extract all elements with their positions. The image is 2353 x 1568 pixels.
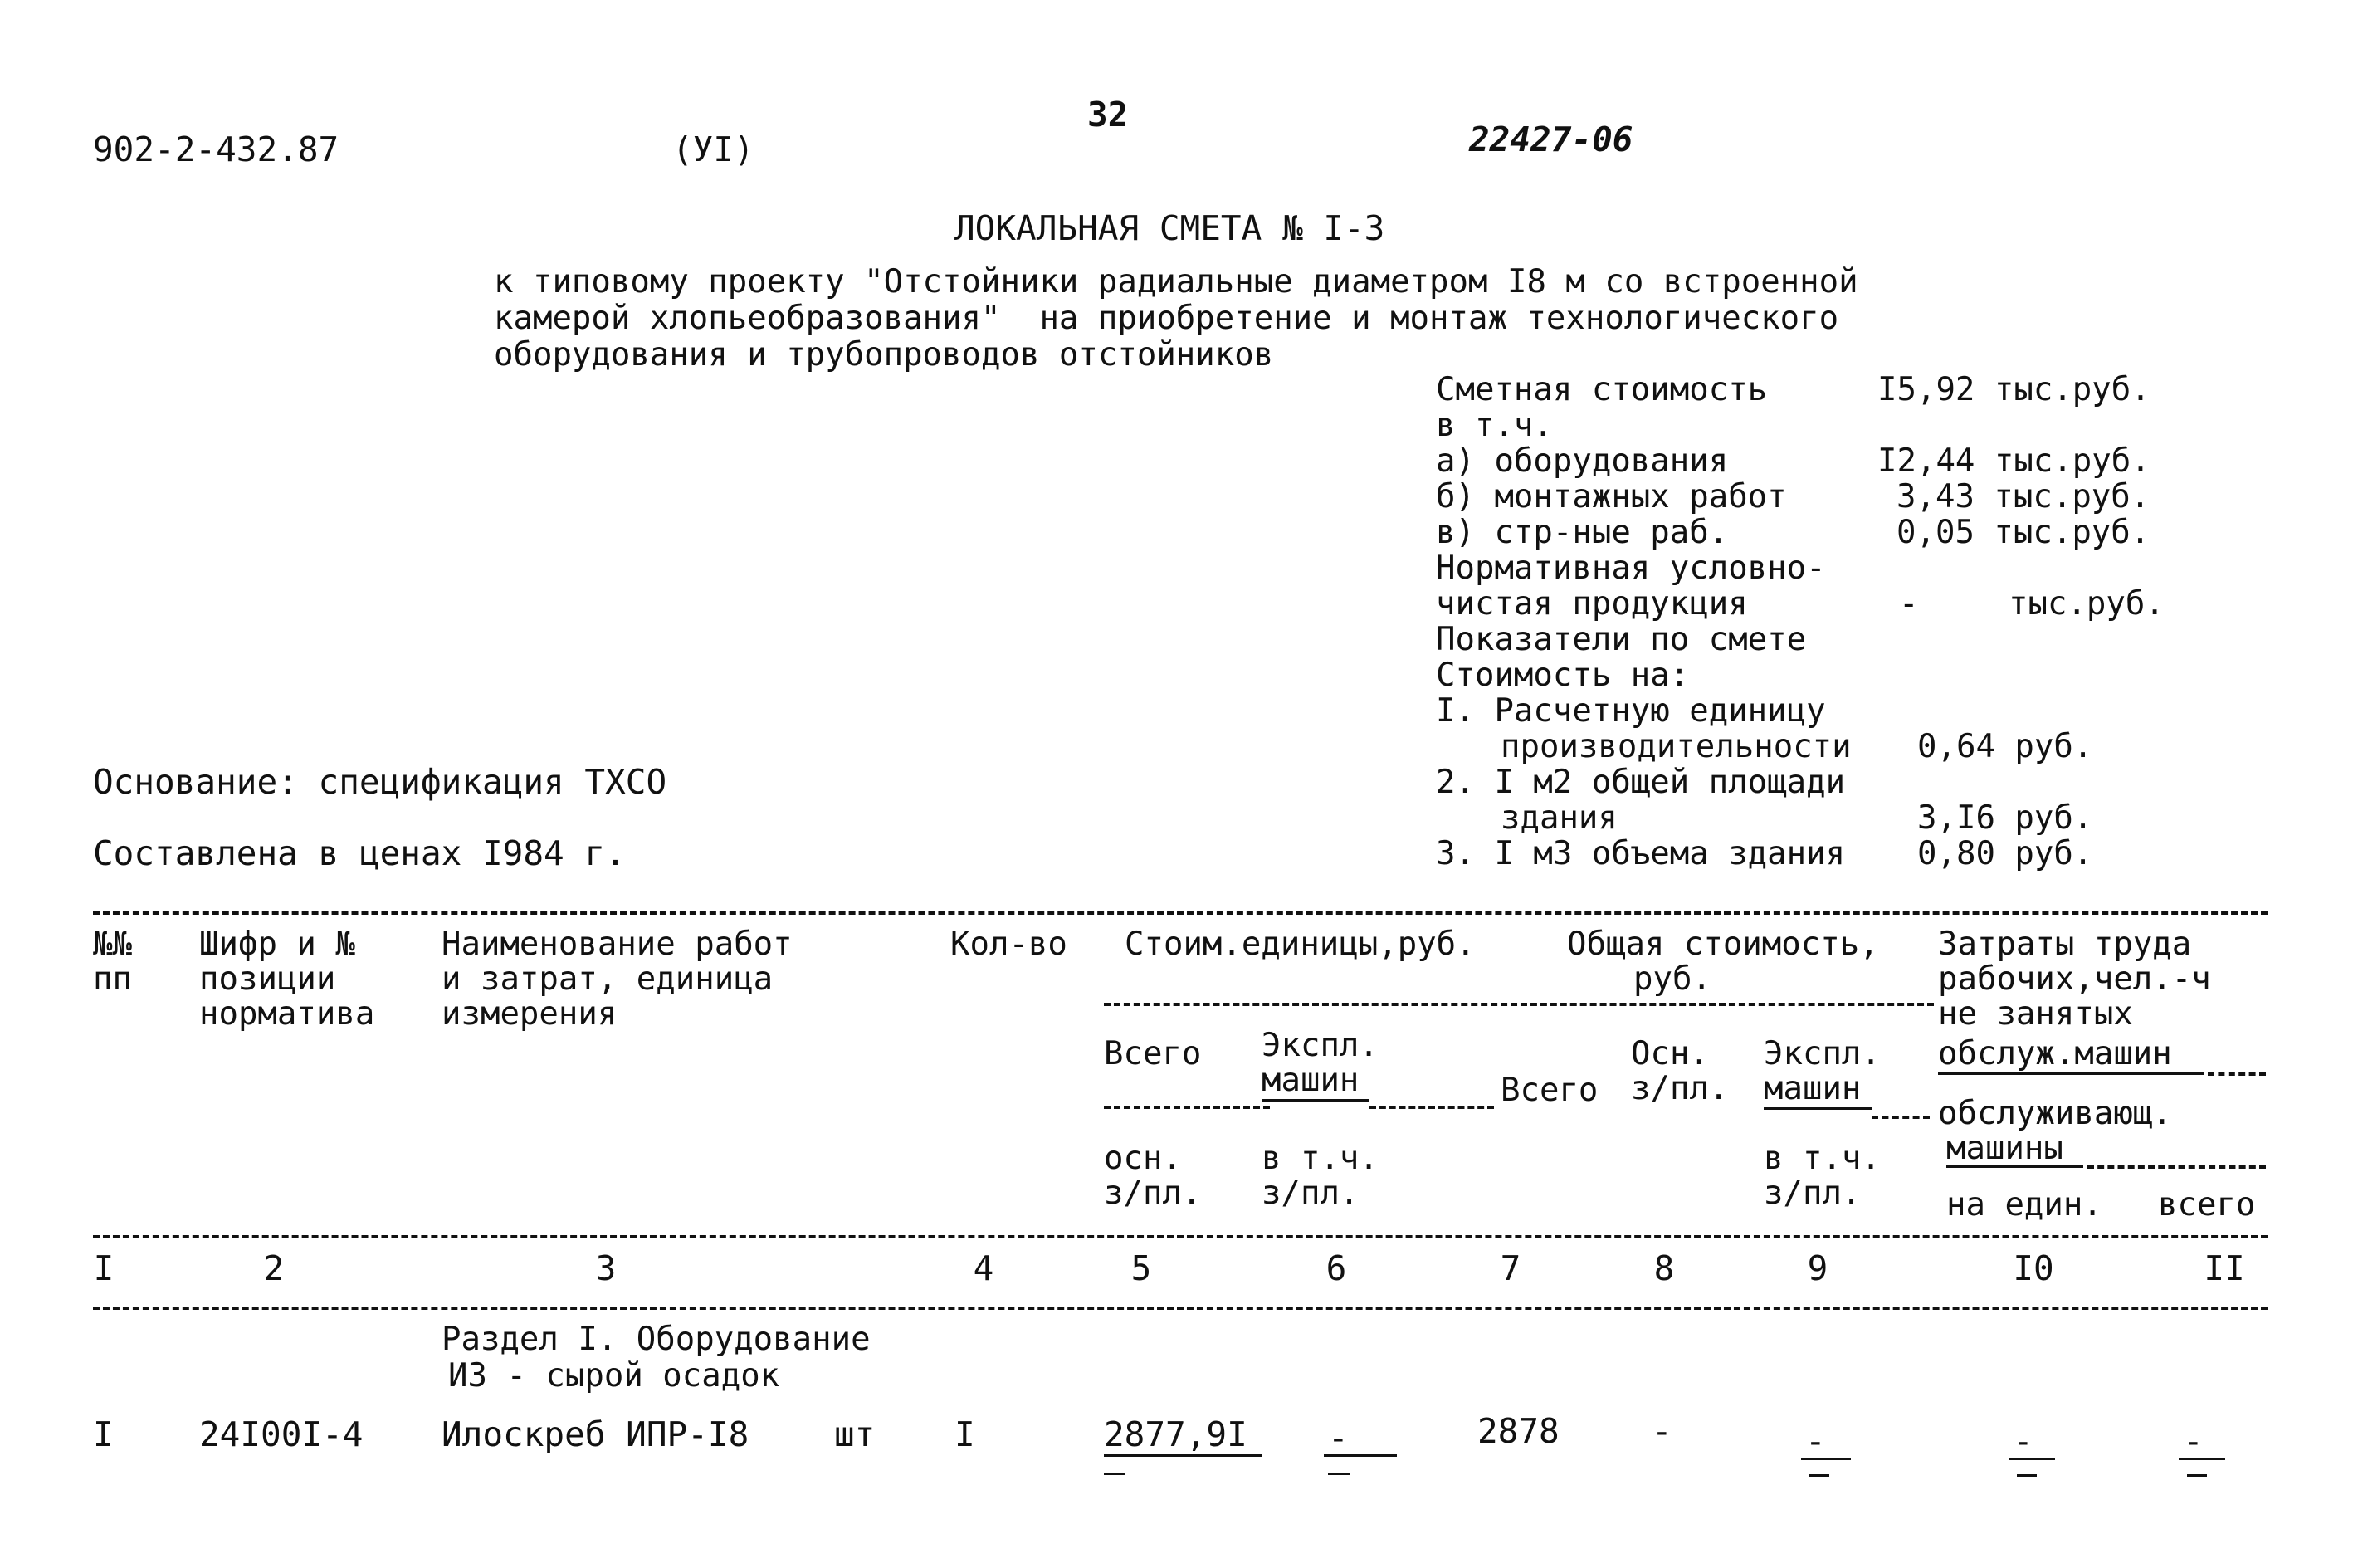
header-num-2: пп bbox=[93, 960, 132, 998]
indicator-2-label-2: здания bbox=[1501, 799, 1618, 837]
header-code-1: Шифр и № bbox=[199, 926, 355, 963]
prices-line: Составлена в ценах I984 г. bbox=[93, 833, 626, 873]
row-labor-unit-tick bbox=[2017, 1474, 2037, 1477]
header-col9-expl-2: машин bbox=[1764, 1070, 1862, 1107]
header-col5-total: Всего bbox=[1104, 1035, 1202, 1072]
subtitle-line-1: к типовому проекту "Отстойники радиальные диаметром I8 м со встроенной bbox=[494, 263, 1858, 300]
col-number-9: 9 bbox=[1807, 1248, 1828, 1288]
col-number-11: II bbox=[2204, 1248, 2245, 1288]
row-labor-unit: - bbox=[2013, 1421, 2033, 1461]
header-name-3: измерения bbox=[442, 995, 618, 1033]
incl-label: в т.ч. bbox=[1436, 407, 1553, 444]
normative-unit: тыс.руб. bbox=[2009, 585, 2165, 623]
header-unit-cost: Стоим.единицы,руб. bbox=[1125, 926, 1476, 963]
row-total-osn: - bbox=[1652, 1411, 1672, 1451]
indicator-3-value: 0,80 руб. bbox=[1917, 835, 2093, 872]
section-title-1: Раздел I. Оборудование bbox=[442, 1321, 871, 1358]
header-col6-expl-2: машин bbox=[1262, 1062, 1360, 1099]
header-labor-sub1-underline bbox=[1938, 1072, 2204, 1075]
header-labor-rule-b bbox=[2087, 1165, 2266, 1169]
header-col5-osn-2: з/пл. bbox=[1104, 1175, 1202, 1212]
indicator-2-value: 3,I6 руб. bbox=[1917, 799, 2093, 837]
header-per-unit: на един. bbox=[1946, 1186, 2102, 1224]
header-col8-osn-2: з/пл. bbox=[1631, 1070, 1729, 1107]
equipment-label: а) оборудования bbox=[1436, 442, 1729, 480]
header-labor-sub1: обслуж.машин bbox=[1938, 1035, 2172, 1072]
indicator-1-label-1: I. Расчетную единицу bbox=[1436, 692, 1826, 730]
header-col9-rule bbox=[1872, 1116, 1930, 1119]
indicator-1-label-2: производительности bbox=[1501, 728, 1852, 765]
header-bottom-rule bbox=[93, 1235, 2268, 1238]
construction-value: 0,05 тыс.руб. bbox=[1897, 514, 2150, 551]
volume-number: (УI) bbox=[672, 129, 754, 169]
row-total-expl-tick bbox=[1809, 1474, 1829, 1477]
installation-value: 3,43 тыс.руб. bbox=[1897, 478, 2150, 515]
header-total: всего bbox=[2158, 1186, 2256, 1224]
row-name: Илоскреб ИПР-I8 bbox=[442, 1414, 749, 1454]
row-unit-total-underline bbox=[1104, 1454, 1262, 1457]
cost-per-label: Стоимость на: bbox=[1436, 657, 1690, 694]
row-unit-expl: - bbox=[1328, 1418, 1349, 1458]
col-number-5: 5 bbox=[1130, 1248, 1152, 1288]
col-number-10: I0 bbox=[2013, 1248, 2054, 1288]
section-title-2: ИЗ - сырой осадок bbox=[448, 1357, 780, 1395]
col-number-8: 8 bbox=[1653, 1248, 1675, 1288]
header-col5-rule bbox=[1104, 1106, 1270, 1109]
row-num: I bbox=[93, 1414, 114, 1454]
colnum-bottom-rule bbox=[93, 1307, 2268, 1310]
header-labor-1: Затраты труда bbox=[1938, 926, 2192, 963]
header-total-cost-2: руб. bbox=[1633, 960, 1711, 998]
header-name-2: и затрат, единица bbox=[442, 960, 774, 998]
header-labor-sub2-underline bbox=[1946, 1165, 2083, 1168]
col-number-7: 7 bbox=[1500, 1248, 1521, 1288]
header-name-1: Наименование работ bbox=[442, 926, 793, 963]
header-col6-vtch-2: з/пл. bbox=[1262, 1175, 1360, 1212]
row-total: 2878 bbox=[1477, 1411, 1560, 1451]
header-labor-sub2-2: машины bbox=[1946, 1130, 2063, 1167]
construction-label: в) стр-ные раб. bbox=[1436, 514, 1729, 551]
header-col9-expl-1: Экспл. bbox=[1764, 1035, 1881, 1072]
indicator-1-value: 0,64 руб. bbox=[1917, 728, 2093, 765]
table-top-rule bbox=[93, 911, 2268, 915]
row-unit-total: 2877,9I bbox=[1104, 1414, 1247, 1454]
installation-label: б) монтажных работ bbox=[1436, 478, 1787, 515]
row-unit-expl-underline bbox=[1324, 1454, 1397, 1457]
page-title: ЛОКАЛЬНАЯ СМЕТА № I-3 bbox=[954, 208, 1385, 248]
document-code: 902-2-432.87 bbox=[93, 129, 339, 169]
row-labor-total-underline bbox=[2179, 1458, 2225, 1460]
header-code-3: норматива bbox=[199, 995, 375, 1033]
col-number-1: I bbox=[93, 1248, 115, 1288]
subtitle-line-3: оборудования и трубопроводов отстойников bbox=[494, 336, 1274, 374]
col-number-3: 3 bbox=[595, 1248, 617, 1288]
header-col6-expl-1: Экспл. bbox=[1262, 1027, 1379, 1064]
col-number-4: 4 bbox=[973, 1248, 994, 1288]
row-total-expl-underline bbox=[1801, 1458, 1851, 1460]
header-num-1: №№ bbox=[93, 926, 132, 963]
normative-label-1: Нормативная условно- bbox=[1436, 550, 1826, 587]
indicators-label: Показатели по смете bbox=[1436, 621, 1807, 658]
normative-label-2: чистая продукция bbox=[1436, 585, 1748, 623]
cost-value: I5,92 тыс.руб. bbox=[1877, 371, 2150, 408]
equipment-value: I2,44 тыс.руб. bbox=[1877, 442, 2150, 480]
header-col7-total: Всего bbox=[1501, 1072, 1599, 1109]
header-labor-sub2-1: обслуживающ. bbox=[1938, 1095, 2172, 1132]
header-qty: Кол-во bbox=[950, 926, 1067, 963]
row-unit: шт bbox=[834, 1414, 876, 1454]
row-labor-total: - bbox=[2183, 1421, 2204, 1461]
header-sub-rule bbox=[1104, 1003, 1934, 1006]
header-labor-3: не занятых bbox=[1938, 995, 2133, 1033]
row-unit-total-tick bbox=[1104, 1473, 1125, 1475]
row-code: 24I00I-4 bbox=[199, 1414, 364, 1454]
header-col6-vtch-1: в т.ч. bbox=[1262, 1140, 1379, 1177]
header-labor-rule-a bbox=[2208, 1072, 2266, 1076]
header-col8-osn-1: Осн. bbox=[1631, 1035, 1709, 1072]
header-col6-rule bbox=[1369, 1106, 1494, 1109]
col-number-2: 2 bbox=[263, 1248, 285, 1288]
header-col9-underline bbox=[1764, 1107, 1872, 1110]
page-number: 32 bbox=[1087, 95, 1129, 134]
header-labor-2: рабочих,чел.-ч bbox=[1938, 960, 2211, 998]
col-number-6: 6 bbox=[1325, 1248, 1347, 1288]
row-qty: I bbox=[954, 1414, 975, 1454]
header-total-cost-1: Общая стоимость, bbox=[1567, 926, 1879, 963]
header-col9-vtch-1: в т.ч. bbox=[1764, 1140, 1881, 1177]
header-col5-osn-1: осн. bbox=[1104, 1140, 1182, 1177]
row-labor-unit-underline bbox=[2009, 1458, 2055, 1460]
indicator-3-label: 3. I м3 объема здания bbox=[1436, 835, 1846, 872]
handwritten-number: 22427-06 bbox=[1469, 120, 1633, 159]
basis-line: Основание: спецификация ТХСО bbox=[93, 762, 667, 802]
header-code-2: позиции bbox=[199, 960, 336, 998]
row-labor-total-tick bbox=[2187, 1474, 2207, 1477]
header-col6-underline bbox=[1262, 1099, 1369, 1102]
cost-label: Сметная стоимость bbox=[1436, 371, 1768, 408]
header-col9-vtch-2: з/пл. bbox=[1764, 1175, 1862, 1212]
indicator-2-label-1: 2. I м2 общей площади bbox=[1436, 764, 1846, 801]
normative-value: - bbox=[1899, 585, 1919, 623]
subtitle-line-2: камерой хлопьеобразования" на приобретение и монтаж технологического bbox=[494, 300, 1839, 337]
row-unit-expl-tick bbox=[1328, 1473, 1350, 1475]
row-total-expl: - bbox=[1805, 1421, 1826, 1461]
